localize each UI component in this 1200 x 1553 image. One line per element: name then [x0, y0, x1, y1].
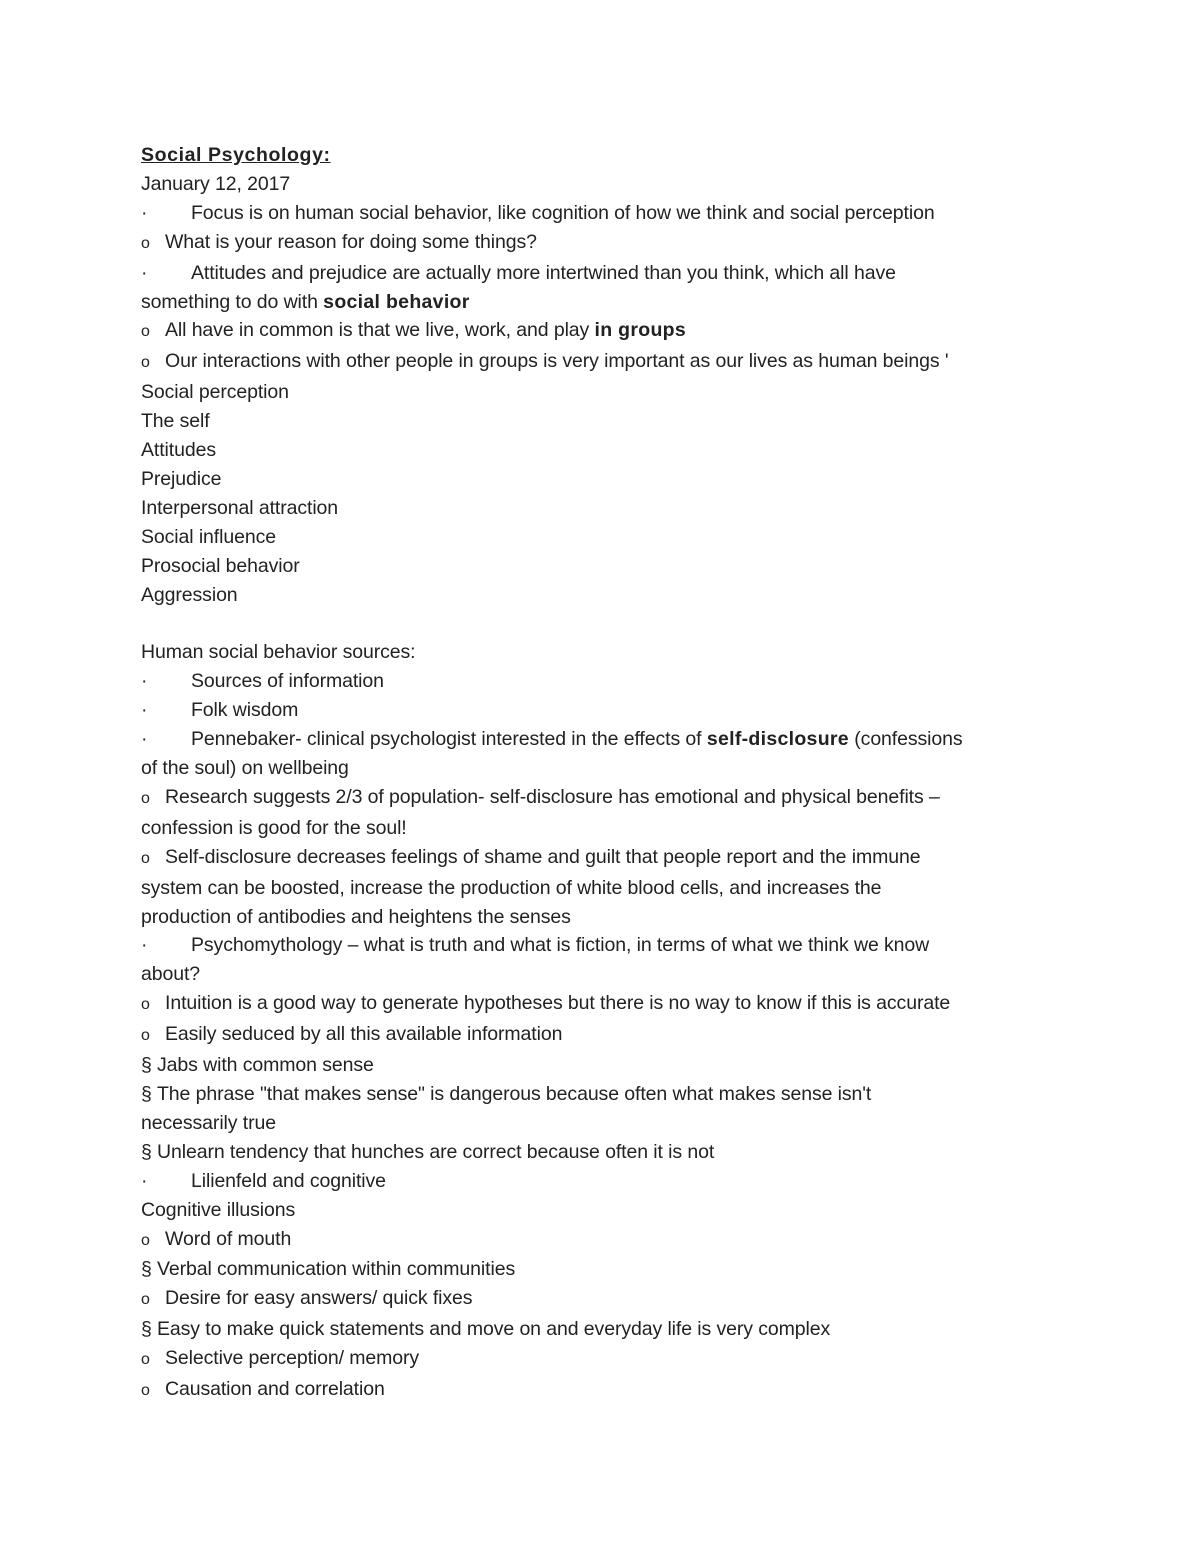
list-item-continuation: about? — [141, 963, 201, 986]
section-heading: Human social behavior sources: — [141, 641, 416, 664]
list-item: · Focus is on human social behavior, like cognition of how we think and social perception — [141, 199, 1081, 228]
list-item-continuation: production of antibodies and heightens the senses — [141, 905, 571, 928]
list-item: o Intuition is a good way to generate hypotheses but there is no way to know if this is accurate — [141, 989, 1081, 1020]
list-item: · Folk wisdom — [141, 696, 1081, 725]
list-item: § Easy to make quick statements and move on and everyday life is very complex — [141, 1315, 1081, 1344]
circle-bullet-icon: o — [141, 1231, 150, 1249]
circle-bullet-icon: o — [141, 789, 150, 807]
list-item-continuation: something to do with social behavior — [141, 290, 470, 313]
list-item: o Self-disclosure decreases feelings of shame and guilt that people report and the immune — [141, 843, 1081, 874]
bold-term: social behavior — [323, 290, 470, 313]
topic-item: The self — [141, 410, 210, 433]
circle-bullet-icon: o — [141, 1027, 150, 1045]
list-item: · Psychomythology – what is truth and what is fiction, in terms of what we think we know — [141, 931, 1081, 960]
list-item-continuation: system can be boosted, increase the production of white blood cells, and increases the — [141, 876, 882, 899]
list-item: § Unlearn tendency that hunches are correct because often it is not — [141, 1138, 1081, 1167]
list-item: · Sources of information — [141, 667, 1081, 696]
circle-bullet-icon: o — [141, 1291, 150, 1309]
dot-bullet-icon: · — [141, 261, 148, 284]
document-date: January 12, 2017 — [141, 172, 291, 195]
circle-bullet-icon: o — [141, 849, 150, 867]
topic-item: Prejudice — [141, 467, 222, 490]
document-body — [141, 141, 1081, 1406]
subheading: Cognitive illusions — [141, 1198, 296, 1221]
list-item-continuation: of the soul) on wellbeing — [141, 757, 349, 780]
topic-item: Social perception — [141, 381, 289, 404]
bold-term: self-disclosure — [706, 728, 849, 751]
circle-bullet-icon: o — [141, 323, 150, 341]
section-bullet-icon: § — [141, 1054, 152, 1077]
circle-bullet-icon: o — [141, 354, 150, 372]
list-item: § The phrase "that makes sense" is dangerous because often what makes sense isn't — [141, 1080, 1081, 1109]
dot-bullet-icon: · — [141, 728, 148, 751]
list-item: § Jabs with common sense — [141, 1051, 1081, 1080]
topic-item: Prosocial behavior — [141, 554, 300, 577]
topic-item: Interpersonal attraction — [141, 496, 339, 519]
list-item: o Our interactions with other people in groups is very important as our lives as human beings ' — [141, 347, 1081, 378]
section-bullet-icon: § — [141, 1318, 152, 1341]
list-item: § Verbal communication within communities — [141, 1255, 1081, 1284]
list-item: · Lilienfeld and cognitive — [141, 1167, 1081, 1196]
list-item: · Attitudes and prejudice are actually more intertwined than you think, which all have — [141, 259, 1081, 288]
document-title: Social Psychology: — [141, 144, 331, 166]
dot-bullet-icon: · — [141, 1169, 148, 1192]
list-item: o Causation and correlation — [141, 1375, 1081, 1406]
dot-bullet-icon: · — [141, 201, 148, 224]
circle-bullet-icon: o — [141, 234, 150, 252]
list-item: o Selective perception/ memory — [141, 1344, 1081, 1375]
circle-bullet-icon: o — [141, 996, 150, 1014]
list-item-continuation: necessarily true — [141, 1111, 276, 1134]
list-item: o Easily seduced by all this available information — [141, 1020, 1081, 1051]
section-bullet-icon: § — [141, 1082, 152, 1105]
list-item: o All have in common is that we live, work, and play in groups — [141, 316, 1081, 347]
list-item: o What is your reason for doing some things? — [141, 228, 1081, 259]
topic-item: Aggression — [141, 583, 238, 606]
list-item: o Word of mouth — [141, 1225, 1081, 1256]
bold-term: in groups — [594, 319, 687, 342]
dot-bullet-icon: · — [141, 670, 148, 693]
section-bullet-icon: § — [141, 1140, 152, 1163]
section-bullet-icon: § — [141, 1258, 152, 1281]
list-item-continuation: confession is good for the soul! — [141, 816, 407, 839]
dot-bullet-icon: · — [141, 699, 148, 722]
blank-line — [141, 610, 1081, 639]
circle-bullet-icon: o — [141, 1382, 150, 1400]
list-item: o Research suggests 2/3 of population- self-disclosure has emotional and physical benefits – — [141, 783, 1081, 814]
dot-bullet-icon: · — [141, 934, 148, 957]
list-item: o Desire for easy answers/ quick fixes — [141, 1284, 1081, 1315]
topic-item: Social influence — [141, 525, 276, 548]
circle-bullet-icon: o — [141, 1351, 150, 1369]
topic-item: Attitudes — [141, 439, 216, 462]
list-item: · Pennebaker- clinical psychologist interested in the effects of self-disclosure (confessions — [141, 725, 1081, 754]
